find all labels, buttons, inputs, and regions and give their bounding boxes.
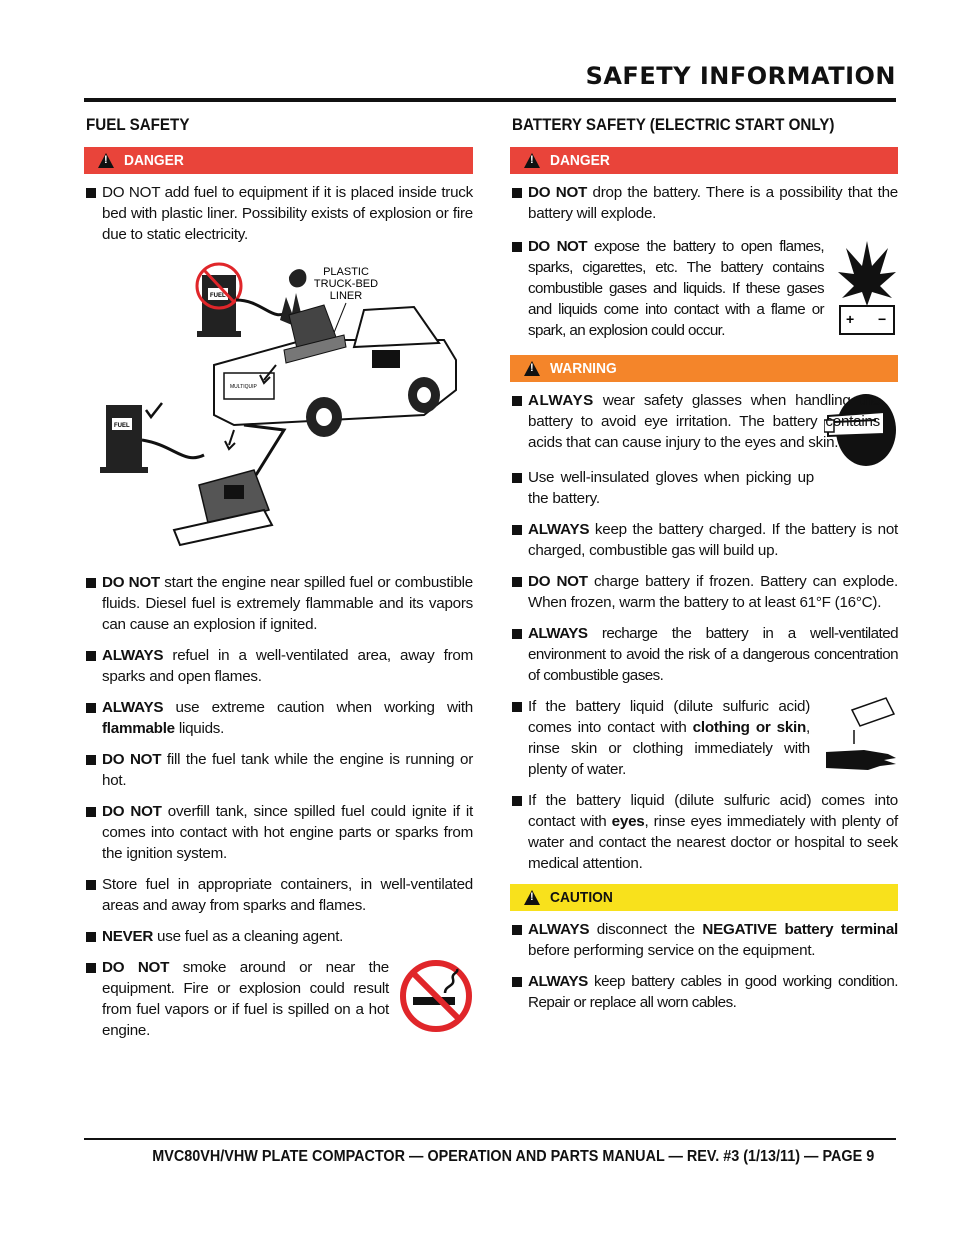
header-rule (84, 98, 896, 102)
truck-tailgate-label: MULTIQUIP (230, 384, 257, 390)
list-item: DO NOT drop the battery. There is a possibility that the battery will explode. (510, 182, 898, 224)
warning-triangle-icon (524, 890, 540, 905)
truck-fueling-illustration (84, 255, 473, 558)
safety-glasses-row (510, 390, 898, 519)
banner-label: CAUTION (550, 889, 613, 906)
list-item: ALWAYS wear safety glasses when handling the battery to avoid eye irritation. The battery contains acids that can cause injury to the eyes and skin. (510, 390, 894, 453)
list-item: DO NOT smoke around or near the equipment. Fire or explosion could result from fuel vapors or if fuel is spilled on a hot engine. (84, 957, 399, 1041)
warning-triangle-icon (524, 153, 540, 168)
battery-safety-column (510, 112, 898, 1023)
no-smoking-row (84, 957, 473, 1051)
list-item: NEVER use fuel as a cleaning agent. (84, 926, 473, 947)
battery-caution-banner (510, 884, 898, 911)
page-footer: MVC80VH/VHW PLATE COMPACTOR — OPERATION AND PARTS MANUAL — REV. #3 (1/13/11) — PAGE 9 (152, 1148, 874, 1165)
no-smoking-icon (399, 959, 473, 1033)
list-item: DO NOT expose the battery to open flames, sparks, cigarettes, etc. The battery contains combustible gases and liquids. If these gases and liquids come into contact with a flame or spark, an explosion could occur. (510, 236, 836, 341)
banner-label: WARNING (550, 360, 617, 377)
fuel-safety-title: FUEL SAFETY (86, 116, 190, 134)
list-item: If the battery liquid (dilute sulfuric acid) comes into contact with eyes, rinse eyes immediately with plenty of water and contact the nearest doctor or hospital to seek medical attention. (510, 790, 898, 874)
list-item: DO NOT add fuel to equipment if it is placed inside truck bed with plastic liner. Possibility exists of explosion or fire due to static electricity. (84, 182, 473, 245)
list-item: Store fuel in appropriate containers, in well-ventilated areas and away from sparks and flames. (84, 874, 473, 916)
battery-plus-label: + (846, 311, 855, 327)
pump-label-top: FUEL (210, 293, 226, 299)
warning-triangle-icon (98, 153, 114, 168)
list-item: DO NOT overfill tank, since spilled fuel could ignite if it comes into contact with hot engine parts or sparks from the ignition system. (84, 801, 473, 864)
banner-label: DANGER (124, 152, 184, 169)
acid-skin-row (510, 696, 898, 790)
footer-rule (84, 1138, 896, 1140)
list-item: DO NOT start the engine near spilled fuel or combustible fluids. Diesel fuel is extremely flammable and its vapors can cause an explosion if ignited. (84, 572, 473, 635)
truck-fueling-icon (84, 255, 473, 558)
list-item: ALWAYS use extreme caution when working with flammable liquids. (84, 697, 473, 739)
list-item: Use well-insulated gloves when picking up the battery. (510, 467, 894, 509)
battery-explosion-icon (836, 236, 898, 336)
battery-warning-banner (510, 355, 898, 382)
list-item: ALWAYS recharge the battery in a well-ventilated environment to avoid the risk of a dangerous concentration of combustible gases. (510, 623, 898, 686)
fuel-safety-column (84, 112, 473, 1051)
figure-label-plastic: PLASTIC (323, 266, 369, 278)
battery-minus-label: − (878, 311, 887, 327)
battery-explosion-row (510, 236, 898, 351)
acid-hand-icon (824, 696, 898, 774)
list-item: DO NOT fill the fuel tank while the engine is running or hot. (84, 749, 473, 791)
list-item: ALWAYS keep the battery charged. If the battery is not charged, combustible gas will build up. (510, 519, 898, 561)
banner-label: DANGER (550, 152, 610, 169)
fuel-danger-banner (84, 147, 473, 174)
list-item: DO NOT charge battery if frozen. Battery can explode. When frozen, warm the battery to at least 61°F (16°C). (510, 571, 898, 613)
battery-safety-title: BATTERY SAFETY (ELECTRIC START ONLY) (512, 116, 835, 134)
figure-label-truck-bed: TRUCK-BED (313, 278, 379, 290)
list-item: ALWAYS keep battery cables in good working condition. Repair or replace all worn cables. (510, 971, 898, 1013)
list-item: If the battery liquid (dilute sulfuric acid) comes into contact with clothing or skin, rinse skin or clothing immediately with plenty of water. (510, 696, 824, 780)
page-title: SAFETY INFORMATION (585, 62, 896, 90)
pump-label-bottom: FUEL (114, 423, 130, 429)
battery-danger-banner (510, 147, 898, 174)
list-item: ALWAYS disconnect the NEGATIVE battery terminal before performing service on the equipment. (510, 919, 898, 961)
figure-label-liner: LINER (329, 290, 363, 302)
warning-triangle-icon (524, 361, 540, 376)
list-item: ALWAYS refuel in a well-ventilated area, away from sparks and open flames. (84, 645, 473, 687)
